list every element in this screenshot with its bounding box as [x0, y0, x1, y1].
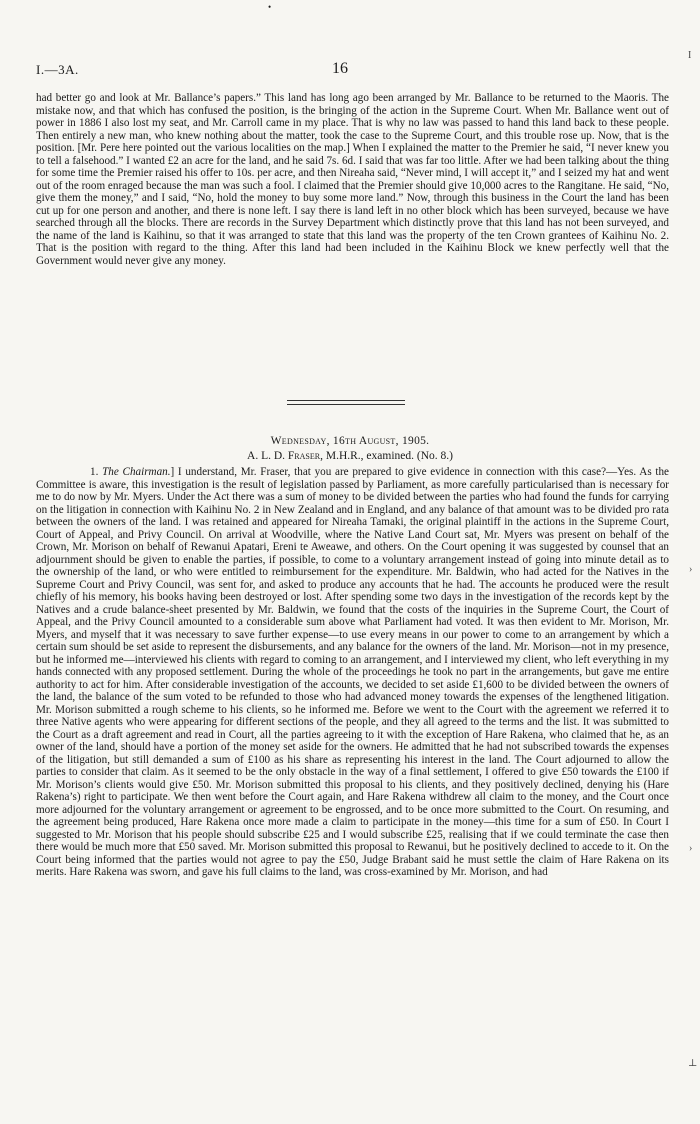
margin-mark-1: ›: [689, 564, 693, 575]
margin-mark-top: I: [688, 50, 692, 61]
witness-heading: [0, 450, 700, 462]
page-number: 16: [332, 60, 348, 77]
paragraph-continuation: [36, 92, 669, 267]
document-reference: I.—3A.: [36, 62, 79, 77]
page-header: [36, 62, 676, 82]
section-divider: [287, 400, 405, 405]
question-number: 1.: [90, 466, 99, 478]
top-mark: •: [268, 2, 272, 12]
witness-details: , M.H.R., examined. (No. 8.): [320, 450, 453, 462]
margin-mark-2: ›: [689, 843, 693, 854]
evidence-body: ] I understand, Mr. Fraser, that you are prepared to give evidence in connection with this case?—Yes. As the Committee is aware, this investigation is the result of legislation passed by Parliament, as more carefully particularised than is necessary for me to do now by Mr. Myers. Under the Act there was a sum of money to be divided between the parties who had found the funds for carrying on the litigation in connection with Kaihinu No. 2 in New Zealand and in England, and any balance of that amount was to be divided pro rata between the owners of the land. I was retained and appeared for Nireaha Tamaki, the original plaintiff in the actions in the Supreme Court, Court of Appeal, and Privy Council. On arrival at Woodville, where the Native Land Court sat, Mr. Myers was present on behalf of the Crown, Mr. Morison on behalf of Rewanui Apatari, Ereni te Aweawe, and others. On the Court opening it was suggested by counsel that an adjournment should be given to enable the parties, if possible, to come to a voluntary arrangement instead of going into minute detail as to the ownership of the land, or who were entitled to reimbursement for the expenditure. Mr. Baldwin, who had acted for the Natives in the Supreme Court and Privy Council, was sent for, and asked to produce any accounts that he had. The accounts he produced were the result chiefly of his memory, his books having been destroyed or lost. After spending some two days in the investigation of the records kept by the Natives and a crude balance-sheet presented by Mr. Baldwin, we found that the costs of the inquiries in the Supreme Court, the Court of Appeal, and the Privy Council amounted to a considerable sum above what Parliament had voted. It was then evident to Mr. Morison, Mr. Myers, and myself that it was necessary to save further expense—to use every means in our power to come to an arrangement by which a certain sum should be set aside to represent the disbursements, and any balance for the owners of the land. Mr. Morison—not in my presence, but he informed me—interviewed his clients with regard to coming to an arrangement, and I interviewed my client, who left everything in my hands connected with any proposed settlement. During the whole of the proceedings he took no part in the arrangements, but gave me entire authority to act for him. After considerable investigation of the accounts, we decided to set aside £1,600 to be divided between the owners of the land, the balance of the sum voted to be refunded to those who had advanced money towards the expenses of the lengthened litigation. Mr. Morison submitted a rough scheme to his clients, so he informed me. Before we went to the Court with the agreement we referred it to three Native agents who were appearing for different sections of the people, and they all agreed to the terms and the list. It was submitted to the Court as a draft agreement and read in Court, all the parties agreeing to it with the exception of Hare Rakena, who claimed that he, as an owner of the land, should have a portion of the money set aside for the owners. He admitted that he had not subscribed towards the expenses of the litigation, but still demanded a sum of £100 as his share as representing his interest in the land. The Court adjourned to allow the parties to consider that claim. As it seemed to be the only obstacle in the way of a final settlement, I offered to give £50 towards the £100 if Mr. Morison’s clients would give £50. Mr. Morison submitted this proposal to his clients, and they positively declined, denying his (Hare Rakena’s) right to participate. We then went before the Court again, and Hare Rakena withdrew all claim to the money, and the Court once more adjourned for the voluntary arrangement or agreement to be engrossed, and to be once more submitted to the Court. On resuming, and the agreement being produced, Hare Rakena once more made a claim to participate in the money—this time for a sum of £50. In Court I suggested to Mr. Morison that his people should subscribe £25 and I would subscribe £25, realising that if we could terminate the case then there would be much more that £50 saved. Mr. Morison submitted this proposal to Rewanui, but he positively declined to accede to it. On the Court being informed that the parties would not agree to pay the £50, Judge Brabant said he must settle the claim of Hare Rakena on its merits. Hare Rakena was sworn, and gave his full claims to the land, was cross-examined by Mr. Morison, and had: [36, 466, 669, 878]
evidence-paragraph: [36, 466, 669, 879]
margin-mark-3: ⊥: [688, 1058, 698, 1069]
evidence-text: [36, 466, 669, 879]
witness-name: A. L. D. Fraser: [247, 450, 321, 462]
speaker-name: The Chairman.: [102, 466, 171, 478]
paragraph-text: had better go and look at Mr. Ballance’s papers.” This land has long ago been arranged by Mr. Ballance to be returned to the Maoris. The mistake now, and that which has confused the position, is the bringing of the action in the Supreme Court. When Mr. Ballance went out of power in 1886 I also lost my seat, and Mr. Carroll came in my place. That is why no law was passed to hand this land back to these people. Then entirely a new man, who knew nothing about the matter, took the case to the Supreme Court, and this trouble rose up. Now, that is the position. [Mr. Pere here pointed out the various localities on the map.] When I explained the matter to the Premier he said, “I never knew you to tell a falsehood.” I wanted £2 an acre for the land, and he said 7s. 6d. I said that was far too little. After we had been talking about the thing for some time the Premier raised his offer to 10s. per acre, and then Nireaha said, “Never mind, I will accept it,” and I seized my hat and went out of the room enraged because the man was such a fool. I claimed that the Premier should give 10,000 acres to the Rangitane. He said, “No, give them the money,” and I said, “No, hold the money to buy some more land.” Now, through this business in the Court the land has been cut up for one person and another, and there is none left. I say there is land left in no other block which has been surveyed, because we have searched through all the blocks. There are records in the Survey Department which distinctly prove that this land has not been surveyed, and the name of the land is Kaihinu, so that it was arranged to state that this land was the property of the ten Crown grantees of Kaihinu No. 2. That is the position with regard to the thing. After this land had been included in the Kaihinu Block we knew perfectly well that the Government would never give any money.: [36, 92, 669, 267]
session-date: Wednesday, 16th August, 1905.: [270, 435, 430, 447]
